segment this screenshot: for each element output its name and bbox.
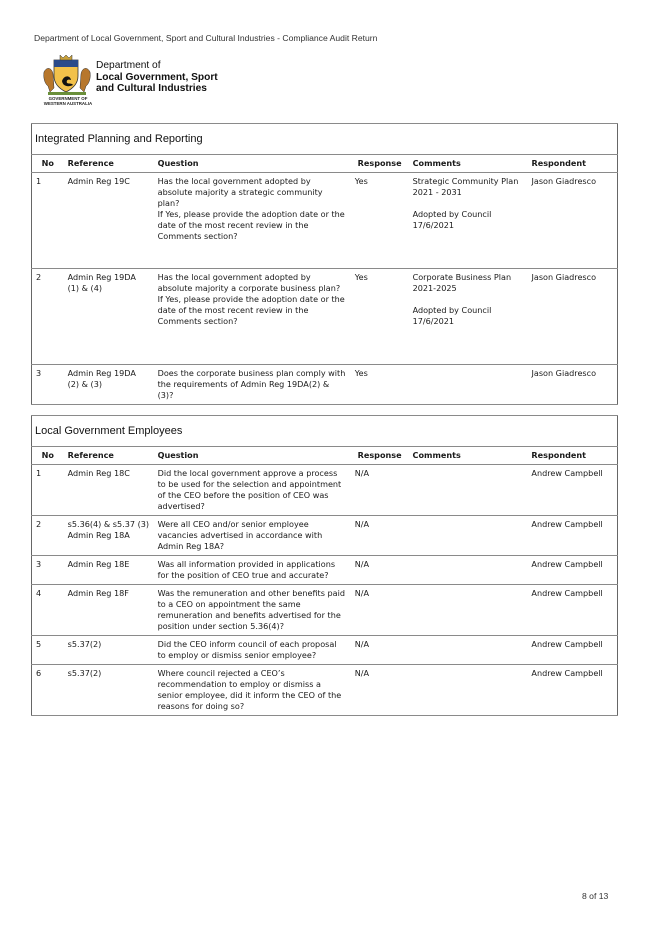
row-comments <box>409 465 528 516</box>
row-comments <box>409 636 528 665</box>
row-reference: Admin Reg 18E <box>64 556 154 585</box>
row-reference: Admin Reg 18F <box>64 585 154 636</box>
row-response: N/A <box>351 556 409 585</box>
col-header-respondent: Respondent <box>527 447 617 465</box>
table-row <box>32 465 618 516</box>
running-header: Department of Local Government, Sport and Cultural Industries - Compliance Audit Return <box>34 33 378 43</box>
table-row <box>32 636 618 665</box>
row-response: N/A <box>351 636 409 665</box>
col-header-response: Response <box>351 155 409 173</box>
department-name <box>96 60 218 95</box>
table-row <box>32 173 618 269</box>
page-number: 8 of 13 <box>582 891 609 901</box>
row-respondent: Andrew Campbell <box>527 465 617 516</box>
row-question: Did the local government approve a process to be used for the selection and appointment of the CEO before the position of CEO was advertised? <box>154 465 351 516</box>
row-reference: Admin Reg 18C <box>64 465 154 516</box>
row-respondent: Andrew Campbell <box>527 585 617 636</box>
crest-caption: GOVERNMENT OF WESTERN AUSTRALIA <box>43 96 93 106</box>
row-response: Yes <box>351 173 409 269</box>
table-header-row <box>32 447 618 465</box>
row-response: N/A <box>351 665 409 716</box>
col-header-question: Question <box>154 447 351 465</box>
row-no: 3 <box>32 365 64 405</box>
row-comments: Corporate Business Plan 2021-2025 Adopted by Council 17/6/2021 <box>409 269 528 365</box>
table-row <box>32 665 618 716</box>
col-header-no: No <box>32 447 64 465</box>
col-header-comments: Comments <box>409 155 528 173</box>
row-reference: s5.36(4) & s5.37 (3) Admin Reg 18A <box>64 516 154 556</box>
table-row <box>32 516 618 556</box>
row-reference: Admin Reg 19DA (2) & (3) <box>64 365 154 405</box>
row-no: 1 <box>32 173 64 269</box>
department-logo <box>38 54 238 110</box>
row-respondent: Andrew Campbell <box>527 636 617 665</box>
row-comments <box>409 665 528 716</box>
row-question: Has the local government adopted by absolute majority a strategic community plan? If Yes, please provide the adoption date or the date of the most recent review in the Comments section? <box>154 173 351 269</box>
row-no: 2 <box>32 516 64 556</box>
row-respondent: Jason Giadresco <box>527 269 617 365</box>
col-header-comments: Comments <box>409 447 528 465</box>
row-response: N/A <box>351 585 409 636</box>
row-question: Did the CEO inform council of each proposal to employ or dismiss senior employee? <box>154 636 351 665</box>
table-header-row <box>32 155 618 173</box>
row-reference: Admin Reg 19C <box>64 173 154 269</box>
row-response: N/A <box>351 465 409 516</box>
row-response: Yes <box>351 365 409 405</box>
row-question: Does the corporate business plan comply with the requirements of Admin Reg 19DA(2) & (3)? <box>154 365 351 405</box>
department-name-line3: and Cultural Industries <box>96 83 207 94</box>
row-respondent: Jason Giadresco <box>527 365 617 405</box>
row-response: Yes <box>351 269 409 365</box>
department-name-line2: Local Government, Sport <box>96 71 218 83</box>
row-no: 4 <box>32 585 64 636</box>
row-reference: s5.37(2) <box>64 665 154 716</box>
row-question: Where council rejected a CEO’s recommendation to employ or dismiss a senior employee, did it inform the CEO of the reasons for doing so? <box>154 665 351 716</box>
row-comments <box>409 516 528 556</box>
table-row <box>32 365 618 405</box>
row-respondent: Andrew Campbell <box>527 665 617 716</box>
row-no: 2 <box>32 269 64 365</box>
table-row <box>32 269 618 365</box>
section-employees-table <box>31 415 618 716</box>
row-respondent: Andrew Campbell <box>527 516 617 556</box>
section-integrated-planning-table <box>31 123 618 405</box>
section-title: Integrated Planning and Reporting <box>32 124 618 155</box>
col-header-question: Question <box>154 155 351 173</box>
row-no: 3 <box>32 556 64 585</box>
row-question: Was the remuneration and other benefits paid to a CEO on appointment the same remuneration and benefits advertised for the position under section 5.36(4)? <box>154 585 351 636</box>
row-question: Has the local government adopted by absolute majority a corporate business plan? If Yes, please provide the adoption date or the date of the most recent review in the Comments section? <box>154 269 351 365</box>
row-reference: Admin Reg 19DA (1) & (4) <box>64 269 154 365</box>
row-question: Was all information provided in applications for the position of CEO true and accurate? <box>154 556 351 585</box>
table-row <box>32 585 618 636</box>
col-header-response: Response <box>351 447 409 465</box>
row-comments <box>409 585 528 636</box>
col-header-reference: Reference <box>64 155 154 173</box>
row-respondent: Andrew Campbell <box>527 556 617 585</box>
department-name-line1: Department of <box>96 60 161 71</box>
row-no: 6 <box>32 665 64 716</box>
section-title: Local Government Employees <box>32 416 618 447</box>
table-row <box>32 556 618 585</box>
row-respondent: Jason Giadresco <box>527 173 617 269</box>
row-response: N/A <box>351 516 409 556</box>
row-comments: Strategic Community Plan 2021 - 2031 Adopted by Council 17/6/2021 <box>409 173 528 269</box>
col-header-reference: Reference <box>64 447 154 465</box>
row-reference: s5.37(2) <box>64 636 154 665</box>
col-header-respondent: Respondent <box>527 155 617 173</box>
col-header-no: No <box>32 155 64 173</box>
row-question: Were all CEO and/or senior employee vacancies advertised in accordance with Admin Reg 18A? <box>154 516 351 556</box>
row-comments <box>409 365 528 405</box>
row-comments <box>409 556 528 585</box>
row-no: 5 <box>32 636 64 665</box>
row-no: 1 <box>32 465 64 516</box>
